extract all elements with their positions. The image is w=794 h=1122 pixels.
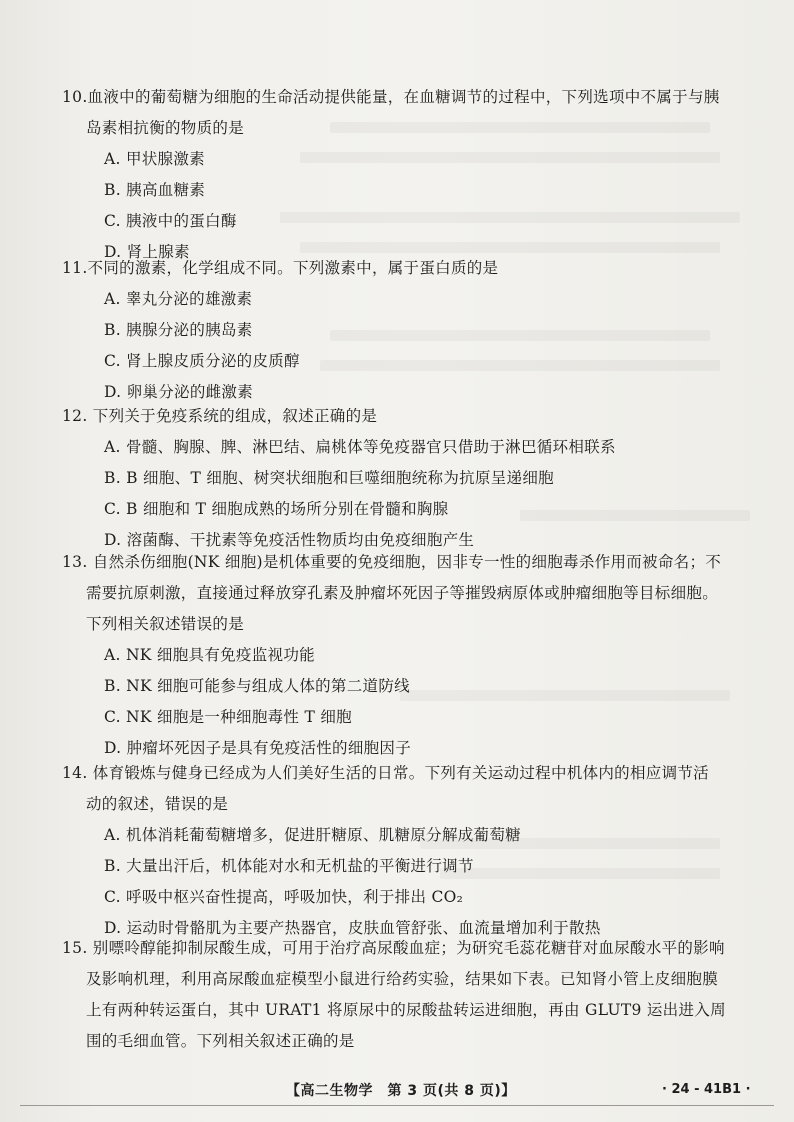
option-c: C. 呼吸中枢兴奋性提高，呼吸加快，利于排出 CO₂ <box>104 888 464 906</box>
option-a: A. 机体消耗葡萄糖增多，促进肝糖原、肌糖原分解成葡萄糖 <box>104 826 521 844</box>
question-stem: 14. 体育锻炼与健身已经成为人们美好生活的日常。下列有关运动过程中机体内的相应调节活 <box>62 764 709 782</box>
option-a: A. 甲状腺激素 <box>104 150 205 168</box>
option-d: D. 运动时骨骼肌为主要产热器官，皮肤血管舒张、血流量增加利于散热 <box>104 919 601 937</box>
option-b: B. 胰腺分泌的胰岛素 <box>104 321 253 339</box>
question-stem: 需要抗原刺激，直接通过释放穿孔素及肿瘤坏死因子等摧毁病原体或肿瘤细胞等目标细胞。 <box>86 584 719 602</box>
question-stem: 岛素相抗衡的物质的是 <box>86 119 245 137</box>
option-d: D. 卵巢分泌的雌激素 <box>104 383 254 401</box>
question-stem: 15. 别嘌呤醇能抑制尿酸生成，可用于治疗高尿酸血症；为研究毛蕊花糖苷对血尿酸水平的影响 <box>62 939 725 957</box>
question-14 <box>62 758 762 944</box>
question-stem: 12. 下列关于免疫系统的组成，叙述正确的是 <box>62 407 378 425</box>
question-15 <box>62 933 762 1057</box>
footer-exam-code: · 24 - 41B1 · <box>662 1082 751 1097</box>
option-d: D. 肿瘤坏死因子是具有免疫活性的细胞因子 <box>104 739 412 757</box>
question-stem: 及影响机理，利用高尿酸血症模型小鼠进行给药实验，结果如下表。已知肾小管上皮细胞膜 <box>86 970 719 988</box>
option-c: C. 胰液中的蛋白酶 <box>104 212 237 230</box>
question-11 <box>62 253 762 408</box>
option-b: B. 大量出汗后，机体能对水和无机盐的平衡进行调节 <box>104 857 474 875</box>
question-stem: 上有两种转运蛋白，其中 URAT1 将原尿中的尿酸盐转运进细胞，再由 GLUT9 运出进入周 <box>86 1001 726 1019</box>
question-10 <box>62 82 762 268</box>
question-13 <box>62 547 762 764</box>
footer-rule <box>20 1105 774 1106</box>
option-d: D. 溶菌酶、干扰素等免疫活性物质均由免疫细胞产生 <box>104 531 475 549</box>
option-a: A. 睾丸分泌的雄激素 <box>104 290 253 308</box>
question-stem: 13. 自然杀伤细胞(NK 细胞)是机体重要的免疫细胞，因非专一性的细胞毒杀作用而被命名；不 <box>62 553 722 571</box>
question-stem: 下列相关叙述错误的是 <box>86 615 245 633</box>
option-a: A. 骨髓、胸腺、脾、淋巴结、扁桃体等免疫器官只借助于淋巴循环相联系 <box>104 438 616 456</box>
option-c: C. B 细胞和 T 细胞成熟的场所分别在骨髓和胸腺 <box>104 500 449 518</box>
question-stem: 11.不同的激素，化学组成不同。下列激素中，属于蛋白质的是 <box>62 259 499 277</box>
question-stem: 动的叙述，错误的是 <box>86 795 229 813</box>
option-b: B. NK 细胞可能参与组成人体的第二道防线 <box>104 677 410 695</box>
option-a: A. NK 细胞具有免疫监视功能 <box>104 646 315 664</box>
footer-page-label: 【高二生物学 第 3 页(共 8 页)】 <box>286 1083 516 1099</box>
question-stem: 10.血液中的葡萄糖为细胞的生命活动提供能量，在血糖调节的过程中，下列选项中不属于与胰 <box>62 88 720 106</box>
question-12 <box>62 401 762 556</box>
option-c: C. 肾上腺皮质分泌的皮质醇 <box>104 352 300 370</box>
option-d: D. 肾上腺素 <box>104 243 190 261</box>
option-c: C. NK 细胞是一种细胞毒性 T 细胞 <box>104 708 352 726</box>
question-stem: 围的毛细血管。下列相关叙述正确的是 <box>86 1032 355 1050</box>
option-b: B. B 细胞、T 细胞、树突状细胞和巨噬细胞统称为抗原呈递细胞 <box>104 469 554 487</box>
option-b: B. 胰高血糖素 <box>104 181 206 199</box>
